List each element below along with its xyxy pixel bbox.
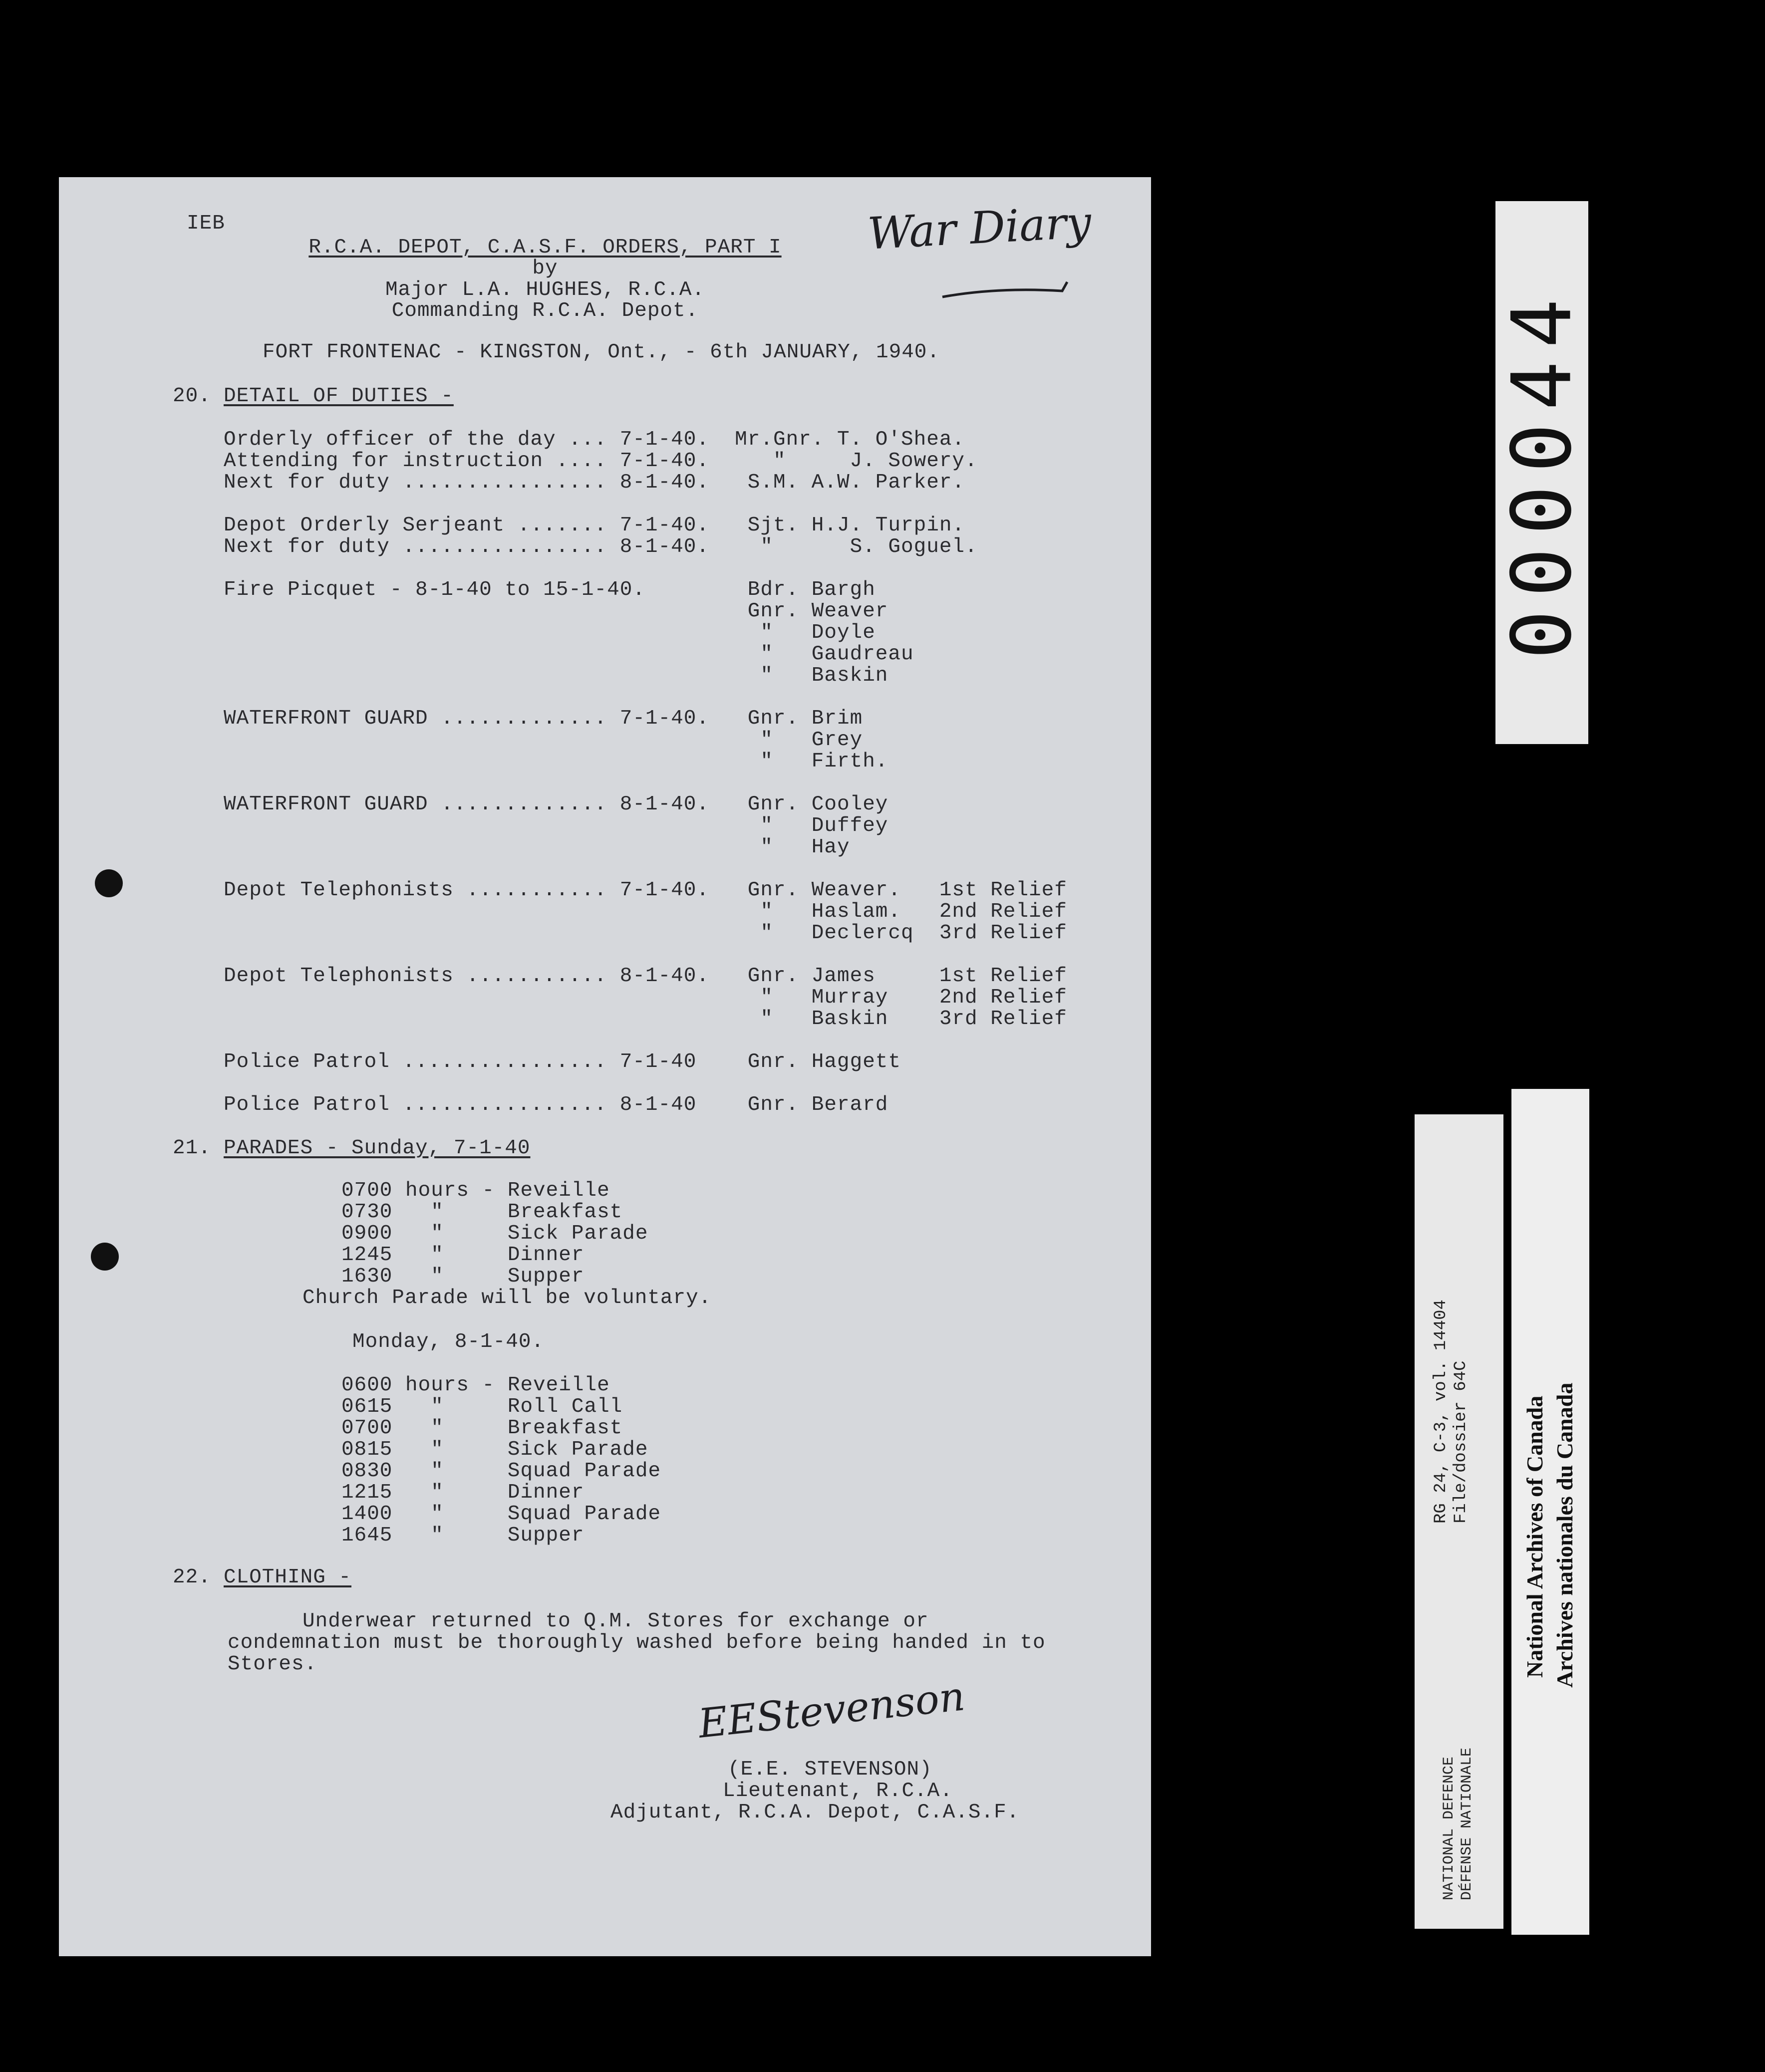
text-line: 0600 hours - Reveille bbox=[341, 1374, 610, 1397]
text-line: " Murray 2nd Relief bbox=[224, 986, 1067, 1009]
archives-label-fr: Archives nationales du Canada bbox=[1552, 1382, 1577, 1688]
text-line: 0900 " Sick Parade bbox=[341, 1222, 648, 1245]
order-title: R.C.A. DEPOT, C.A.S.F. ORDERS, PART I bbox=[308, 236, 782, 259]
text-line: 1630 " Supper bbox=[341, 1265, 585, 1288]
text-line: Attending for instruction .... 7-1-40. " J. Sowery. bbox=[224, 450, 978, 473]
handwritten-note: War Diary bbox=[866, 196, 1093, 259]
text-line: " Duffey bbox=[224, 814, 888, 837]
text-line: Next for duty ................ 8-1-40. S.M. A.W. Parker. bbox=[224, 471, 965, 494]
text-line: Fire Picquet - 8-1-40 to 15-1-40. Bdr. Bargh bbox=[224, 578, 876, 601]
text-line bbox=[224, 558, 1067, 579]
text-line: Police Patrol ................ 7-1-40 Gnr. Haggett bbox=[224, 1050, 901, 1073]
section-21-number: 21. bbox=[173, 1137, 211, 1160]
text-line: 1400 " Squad Parade bbox=[341, 1503, 661, 1526]
archive-reference-2: File/dossier 64C bbox=[1452, 1360, 1471, 1524]
text-line: 0730 " Breakfast bbox=[341, 1201, 623, 1224]
text-line: " Grey bbox=[224, 729, 863, 752]
section-20-number: 20. bbox=[173, 385, 211, 408]
duties-list bbox=[224, 429, 1067, 1116]
archive-reference-1: RG 24, C-3, vol. 14404 bbox=[1432, 1299, 1451, 1524]
text-line bbox=[224, 944, 1067, 966]
text-line: " Gaudreau bbox=[224, 643, 914, 666]
text-line: WATERFRONT GUARD ............. 7-1-40. Gnr. Brim bbox=[224, 707, 863, 730]
place-date: FORT FRONTENAC - KINGSTON, Ont., - 6th JANUARY, 1940. bbox=[263, 341, 940, 364]
document-code: IEB bbox=[187, 212, 225, 235]
section-22-number: 22. bbox=[173, 1566, 211, 1589]
text-line bbox=[224, 1073, 1067, 1094]
section-20-title: DETAIL OF DUTIES - bbox=[224, 385, 454, 408]
text-line: 0830 " Squad Parade bbox=[341, 1460, 661, 1483]
text-line: Police Patrol ................ 8-1-40 Gnr. Berard bbox=[224, 1093, 888, 1116]
archives-label-en: National Archives of Canada bbox=[1522, 1395, 1547, 1678]
text-line: 1645 " Supper bbox=[341, 1524, 585, 1547]
text-line bbox=[224, 1030, 1067, 1051]
text-line: Next for duty ................ 8-1-40. " S. Goguel. bbox=[224, 535, 978, 558]
text-line bbox=[224, 773, 1067, 794]
clothing-line-1: Underwear returned to Q.M. Stores for exchange or bbox=[302, 1610, 929, 1633]
signature: EEStevenson bbox=[696, 1673, 967, 1747]
text-line: Depot Orderly Serjeant ....... 7-1-40. Sjt. H.J. Turpin. bbox=[224, 514, 965, 537]
clothing-line-3: Stores. bbox=[228, 1653, 317, 1676]
clothing-line-2: condemnation must be thoroughly washed before being handed in to bbox=[228, 1631, 1046, 1654]
text-line: 1245 " Dinner bbox=[341, 1244, 585, 1267]
text-line bbox=[224, 494, 1067, 515]
text-line: 1215 " Dinner bbox=[341, 1481, 585, 1504]
text-line: " Hay bbox=[224, 836, 850, 859]
order-commanding: Commanding R.C.A. Depot. bbox=[391, 299, 699, 322]
text-line bbox=[224, 687, 1067, 708]
text-line: " Baskin 3rd Relief bbox=[224, 1008, 1067, 1031]
text-line: " Doyle bbox=[224, 621, 876, 644]
text-line: Gnr. Weaver bbox=[224, 600, 888, 623]
signer-name: (E.E. STEVENSON) bbox=[728, 1758, 932, 1781]
order-by: by bbox=[532, 257, 558, 280]
text-line: " Haslam. 2nd Relief bbox=[224, 900, 1067, 923]
archives-label-tab bbox=[1511, 1089, 1589, 1935]
stamp-number: 000044 bbox=[1494, 285, 1590, 660]
punch-hole bbox=[91, 1243, 119, 1271]
department-fr: DÉFENSE NATIONALE bbox=[1459, 1747, 1475, 1900]
signer-role: Adjutant, R.C.A. Depot, C.A.S.F. bbox=[610, 1801, 1020, 1824]
sunday-schedule bbox=[341, 1180, 648, 1288]
text-line: WATERFRONT GUARD ............. 8-1-40. Gnr. Cooley bbox=[224, 793, 888, 816]
text-line: 0615 " Roll Call bbox=[341, 1395, 623, 1418]
punch-hole bbox=[95, 869, 123, 897]
archive-reference-tab bbox=[1415, 1114, 1503, 1929]
text-line: " Declercq 3rd Relief bbox=[224, 922, 1067, 945]
monday-schedule bbox=[341, 1375, 661, 1547]
section-22-title: CLOTHING - bbox=[224, 1566, 352, 1589]
order-commander: Major L.A. HUGHES, R.C.A. bbox=[385, 278, 705, 301]
section-21-title: PARADES - Sunday, 7-1-40 bbox=[224, 1137, 531, 1160]
text-line bbox=[224, 858, 1067, 880]
text-line: " Firth. bbox=[224, 750, 888, 773]
text-line: 0815 " Sick Parade bbox=[341, 1438, 648, 1461]
archive-stamp bbox=[1495, 201, 1588, 744]
text-line: 0700 " Breakfast bbox=[341, 1417, 623, 1440]
document-page bbox=[59, 177, 1151, 1956]
text-line: Depot Telephonists ........... 7-1-40. Gnr. Weaver. 1st Relief bbox=[224, 879, 1067, 902]
monday-title: Monday, 8-1-40. bbox=[352, 1330, 545, 1353]
text-line: Depot Telephonists ........... 8-1-40. Gnr. James 1st Relief bbox=[224, 965, 1067, 988]
department-en: NATIONAL DEFENCE bbox=[1441, 1756, 1458, 1900]
text-line: Orderly officer of the day ... 7-1-40. Mr.Gnr. T. O'Shea. bbox=[224, 428, 965, 451]
signer-rank: Lieutenant, R.C.A. bbox=[723, 1780, 953, 1803]
church-note: Church Parade will be voluntary. bbox=[302, 1287, 712, 1309]
text-line: " Baskin bbox=[224, 664, 888, 687]
text-line: 0700 hours - Reveille bbox=[341, 1179, 610, 1202]
